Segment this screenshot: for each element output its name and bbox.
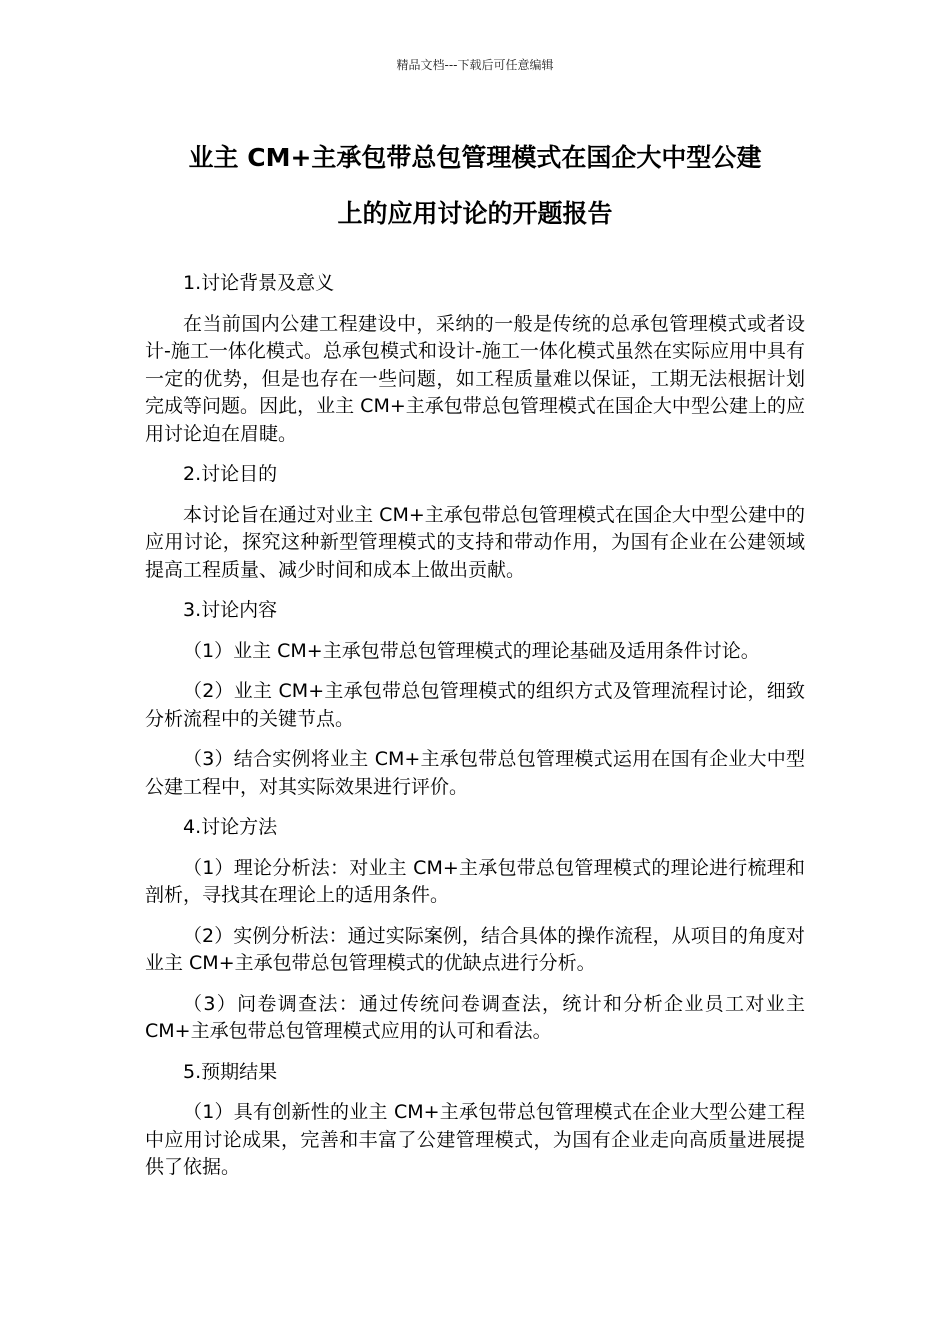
- document-body: [145, 270, 805, 1195]
- section-heading-purpose: 2.讨论目的: [183, 463, 278, 485]
- methods-item-1: （1）理论分析法：对业主 CM+主承包带总包管理模式的理论进行梳理和剖析，寻找其在理论上的适用条件。: [145, 856, 805, 906]
- title-line-2: 上的应用讨论的开题报告: [337, 199, 613, 228]
- document-title: [145, 130, 805, 242]
- content-item-2: （2）业主 CM+主承包带总包管理模式的组织方式及管理流程讨论，细致分析流程中的关键节点。: [145, 680, 805, 730]
- title-line-1: 业主 CM+主承包带总包管理模式在国企大中型公建: [188, 143, 762, 172]
- section-heading-background: 1.讨论背景及意义: [183, 272, 335, 294]
- section-paragraph-background: 在当前国内公建工程建设中，采纳的一般是传统的总承包管理模式或者设计-施工一体化模式。总承包模式和设计-施工一体化模式虽然在实际应用中具有一定的优势，但是也存在一些问题，如工程质量难以保证，工期无法根据计划完成等问题。因此，业主 CM+主承包带总包管理模式在国企大中型公建上的应用讨论迫在眉睫。: [145, 312, 805, 445]
- section-paragraph-purpose: 本讨论旨在通过对业主 CM+主承包带总包管理模式在国企大中型公建中的应用讨论，探究这种新型管理模式的支持和带动作用，为国有企业在公建领域提高工程质量、减少时间和成本上做出贡献。: [145, 503, 805, 581]
- section-heading-content: 3.讨论内容: [183, 599, 278, 621]
- results-item-1: （1）具有创新性的业主 CM+主承包带总包管理模式在企业大型公建工程中应用讨论成果，完善和丰富了公建管理模式，为国有企业走向高质量进展提供了依据。: [145, 1101, 805, 1178]
- header-note: 精品文档---下载后可任意编辑: [396, 58, 554, 72]
- section-heading-methods: 4.讨论方法: [183, 816, 278, 838]
- methods-item-3: （3）问卷调查法：通过传统问卷调查法，统计和分析企业员工对业主 CM+主承包带总包管理模式应用的认可和看法。: [145, 992, 805, 1042]
- section-heading-results: 5.预期结果: [183, 1060, 278, 1083]
- content-item-3: （3）结合实例将业主 CM+主承包带总包管理模式运用在国有企业大中型公建工程中，对其实际效果进行评价。: [145, 748, 805, 798]
- content-item-1: （1）业主 CM+主承包带总包管理模式的理论基础及适用条件讨论。: [183, 639, 760, 662]
- methods-item-2: （2）实例分析法：通过实际案例，结合具体的操作流程，从项目的角度对业主 CM+主承包带总包管理模式的优缺点进行分析。: [145, 924, 805, 974]
